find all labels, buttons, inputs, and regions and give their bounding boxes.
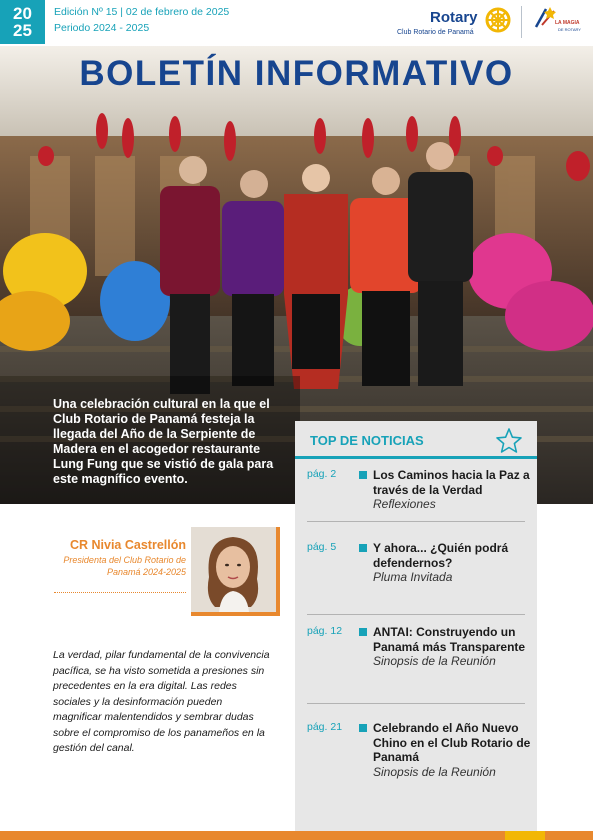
bullet-square-icon (359, 544, 367, 552)
news-divider (307, 614, 525, 615)
top-news-heading: TOP DE NOTICIAS (310, 433, 424, 448)
footer-accent (505, 831, 545, 840)
year-badge (0, 0, 45, 44)
news-headline (373, 541, 533, 585)
header-divider (521, 6, 522, 38)
cover-caption: Una celebración cultural en la que el Club Rotario de Panamá festeja la llegada del Año de la Serpiente de Madera en el acogedor restaurante Lung Fung que se vistió de gala para este magnífico evento. (53, 397, 274, 486)
bullet-square-icon (359, 471, 367, 479)
news-headline (373, 468, 533, 512)
year-bottom: 25 (13, 21, 32, 40)
magia-logo-text: LA MAGIA (555, 20, 580, 26)
magia-logo-subtext: DE ROTARY (558, 27, 581, 32)
author-name: CR Nivia Castrellón (69, 538, 186, 552)
news-headline-text: Celebrando el Año Nuevo Chino en el Club Rotario de Panamá (373, 721, 531, 764)
news-headline-text: Los Caminos hacia la Paz a través de la Verdad (373, 468, 530, 497)
news-page-number: pág. 12 (307, 625, 343, 637)
rotary-wordmark: Rotary (430, 9, 478, 26)
news-headline (373, 721, 533, 779)
news-headline-text: Y ahora... ¿Quién podrá defendernos? (373, 541, 509, 570)
author-avatar (191, 527, 280, 616)
news-section: Sinopsis de la Reunión (373, 764, 496, 779)
edition-label: Edición Nº 15 | 02 de febrero de 2025 (54, 6, 230, 18)
news-page-number: pág. 2 (307, 468, 337, 480)
news-headline-text: ANTAI: Construyendo un Panamá más Transparente (373, 625, 526, 654)
news-divider (307, 521, 525, 522)
news-page-number: pág. 5 (307, 541, 337, 553)
year-top: 20 (13, 4, 32, 23)
news-headline (373, 625, 533, 669)
top-news-header (295, 421, 537, 459)
news-section: Pluma Invitada (373, 570, 453, 584)
rotary-wheel-icon (485, 7, 511, 33)
editorial-intro: La verdad, pilar fundamental de la convivencia pacífica, se ha visto sometida a presiones sin precedentes en la era digital. Las redes sociales y la desinformación pueden magnificar malentendidos y sembrar dudas sobre el compromiso de los panameños en la gestión del canal. (53, 649, 270, 754)
news-page-number: pág. 21 (307, 721, 343, 733)
star-icon (495, 427, 523, 455)
news-section: Reflexiones (373, 497, 436, 511)
page-title: BOLETÍN INFORMATIVO (79, 54, 514, 93)
bullet-square-icon (359, 628, 367, 636)
author-dotted-rule (54, 592, 186, 593)
page-header (0, 0, 593, 46)
news-divider (307, 703, 525, 704)
rotary-club-name: Club Rotario de Panamá (397, 29, 474, 36)
top-news-panel (295, 421, 537, 840)
bullet-square-icon (359, 724, 367, 732)
period-label: Periodo 2024 - 2025 (54, 22, 150, 34)
author-role: Presidenta del Club Rotario de Panamá 2024-2025 (63, 555, 186, 577)
author-portrait-illustration (191, 527, 276, 612)
news-section: Sinopsis de la Reunión (373, 654, 496, 668)
